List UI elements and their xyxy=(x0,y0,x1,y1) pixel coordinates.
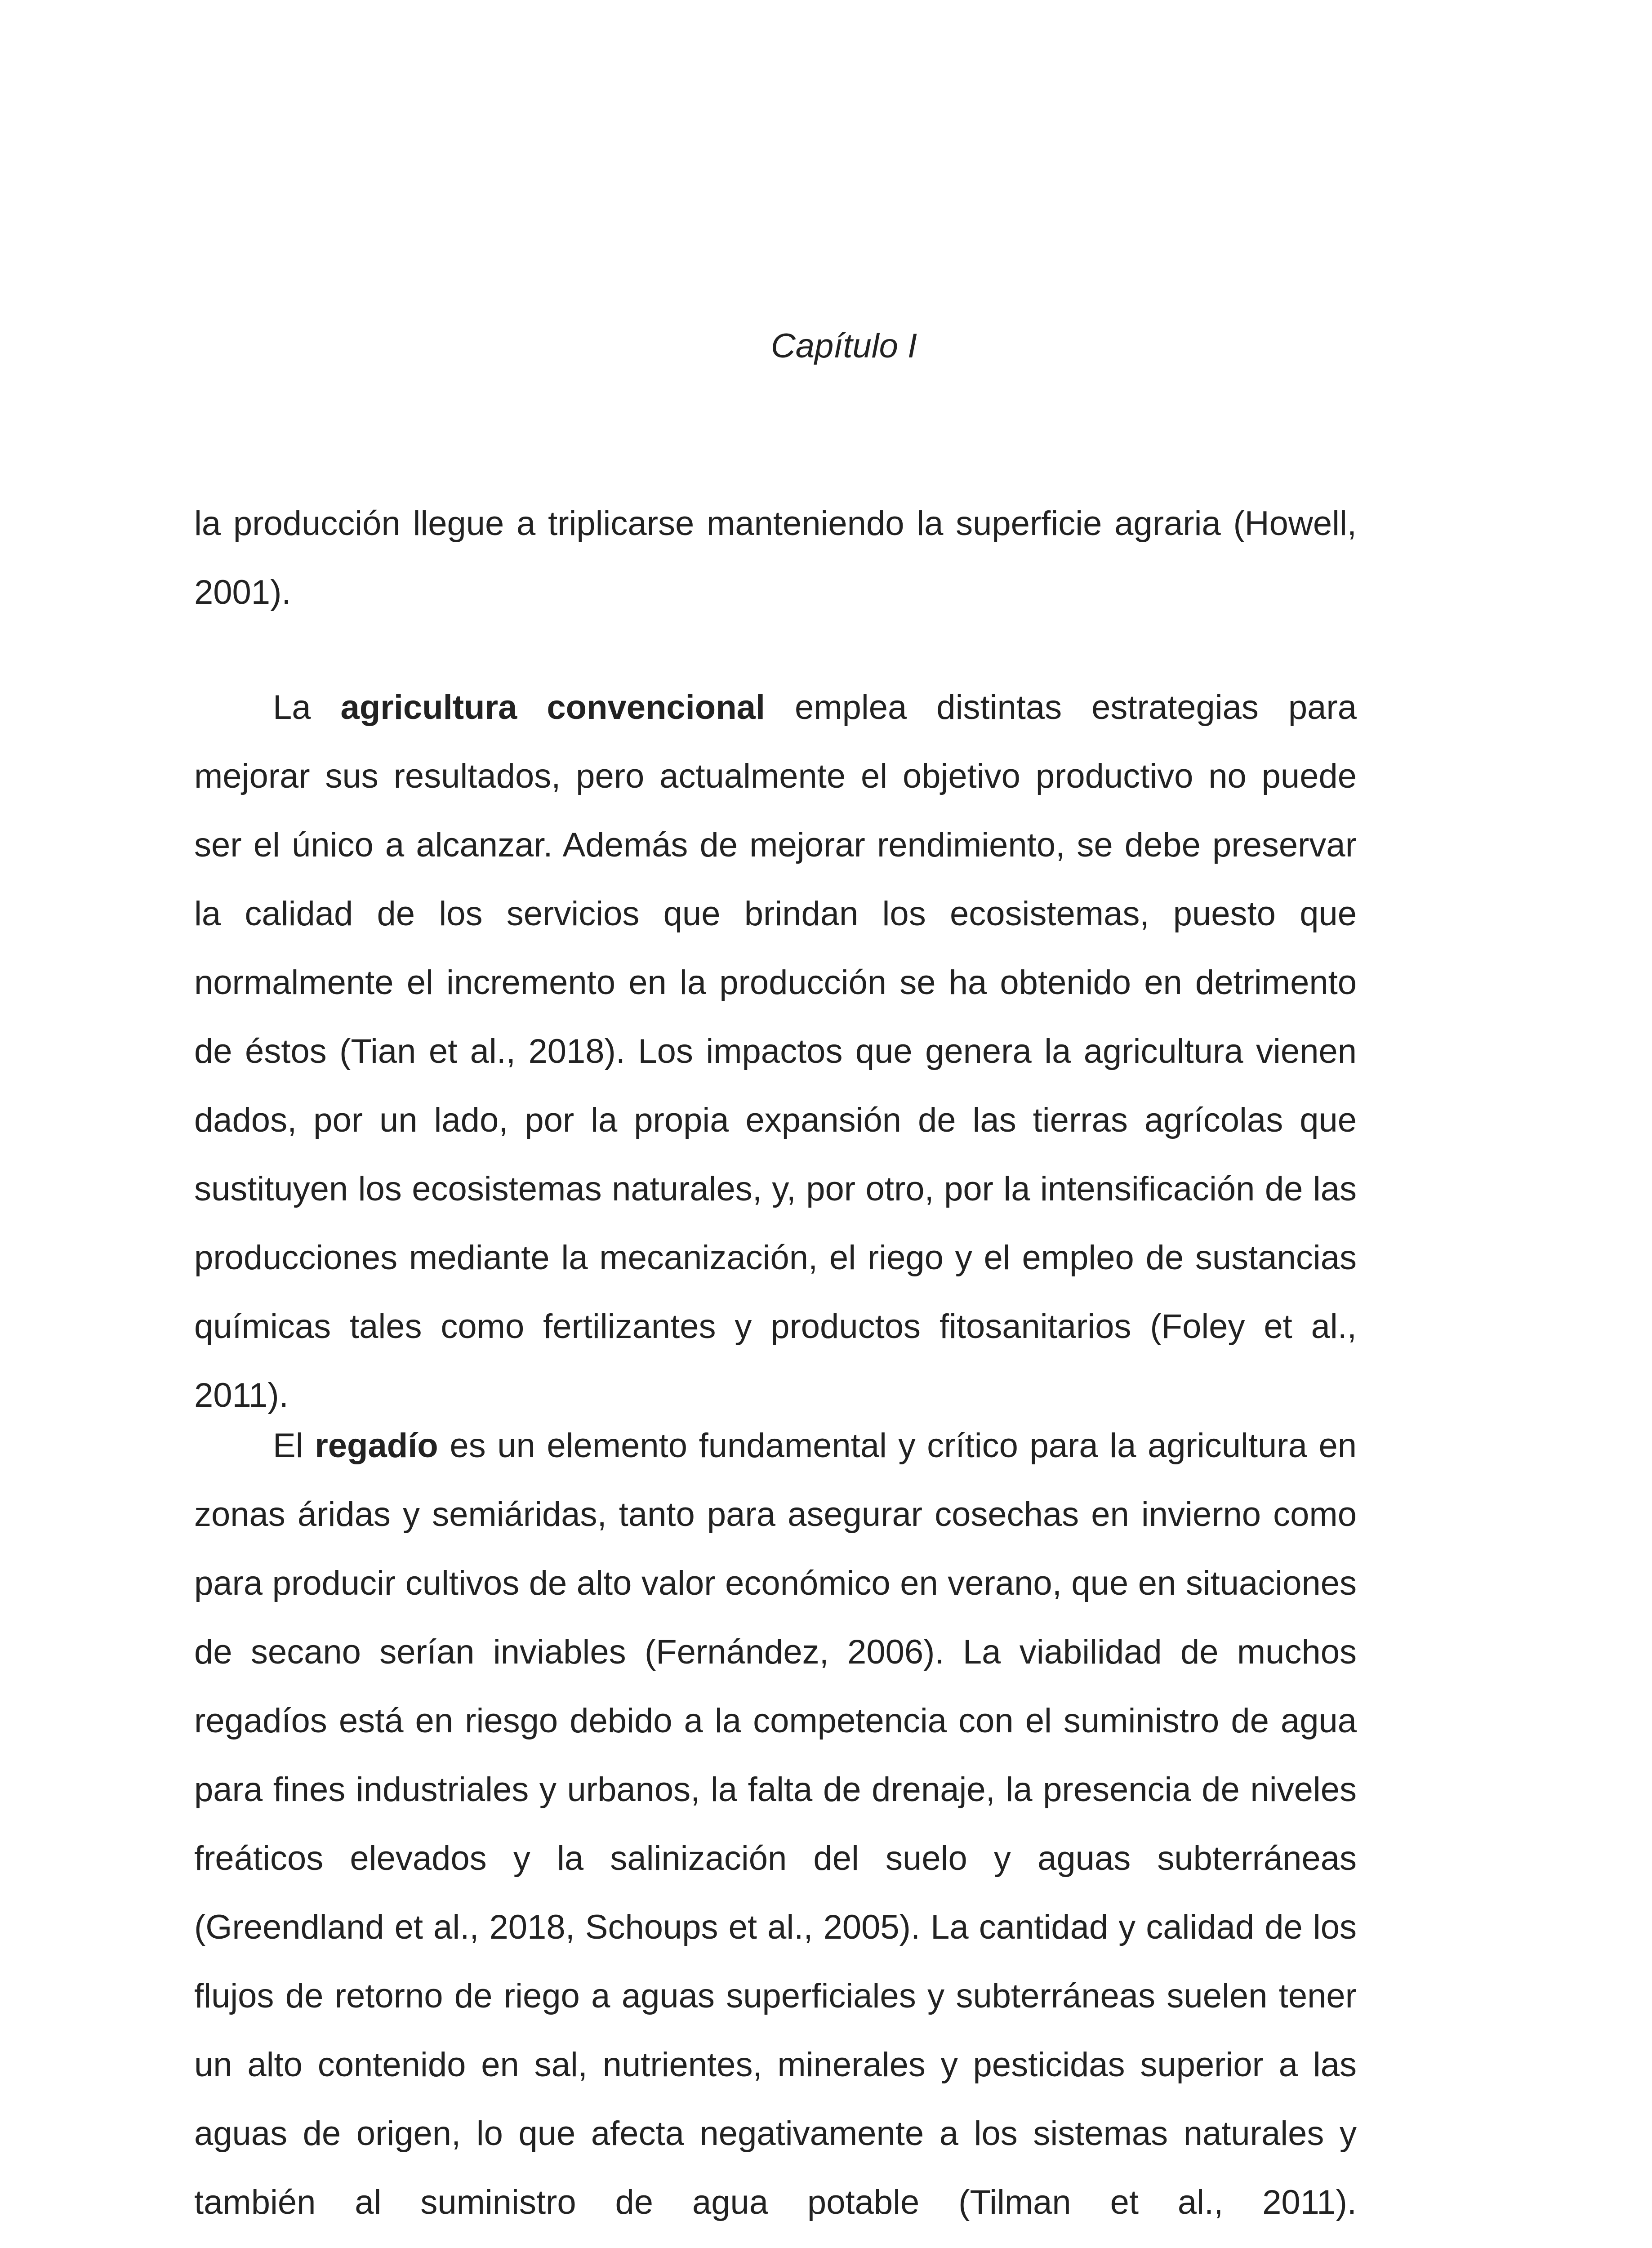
paragraph-lead: La xyxy=(273,688,341,727)
bold-term: agricultura convencional xyxy=(340,688,766,727)
paragraph xyxy=(194,489,1357,627)
bold-term: regadío xyxy=(315,1427,438,1465)
paragraph-text: la producción llegue a triplicarse manteniendo la superficie agraria (Howell, 2001). xyxy=(194,504,1357,611)
paragraph-lead: El xyxy=(273,1427,315,1465)
running-header: Capítulo I xyxy=(770,327,917,365)
paragraph-text: es un elemento fundamental y crítico para la agricultura en zonas áridas y semiáridas, tanto para asegurar cosechas en invierno como para producir cultivos de alto valor económico en verano, que en situaciones de secano serían inviables (Fernández, 2006). La viabilidad de muchos regadíos está en riesgo debido a la competencia con el suministro de agua para fines industriales y urbanos, la falta de drenaje, la presencia de niveles freáticos elevados y la salinización del suelo y aguas subterráneas (Greendland et al., 2018, Schoups et al., 2005). La cantidad y calidad de los flujos de retorno de riego a aguas superficiales y subterráneas suelen tener un alto contenido en sal, nutrientes, minerales y pesticidas superior a las aguas de origen, lo que afecta negativamente a los sistemas naturales y también al suministro de agua potable (Tilman et al., 2011). xyxy=(194,1427,1357,2221)
paragraph xyxy=(194,673,1357,1430)
paragraph-text: emplea distintas estrategias para mejorar sus resultados, pero actualmente el objetivo productivo no puede ser el único a alcanzar. Además de mejorar rendimiento, se debe preservar la calidad de los servicios que brindan los ecosistemas, puesto que normalmente el incremento en la producción se ha obtenido en detrimento de éstos (Tian et al., 2018). Los impactos que genera la agricultura vienen dados, por un lado, por la propia expansión de las tierras agrícolas que sustituyen los ecosistemas naturales, y, por otro, por la intensificación de las producciones mediante la mecanización, el riego y el empleo de sustancias químicas tales como fertilizantes y productos fitosanitarios (Foley et al., 2011). xyxy=(194,688,1357,1414)
paragraph xyxy=(194,1411,1357,2248)
